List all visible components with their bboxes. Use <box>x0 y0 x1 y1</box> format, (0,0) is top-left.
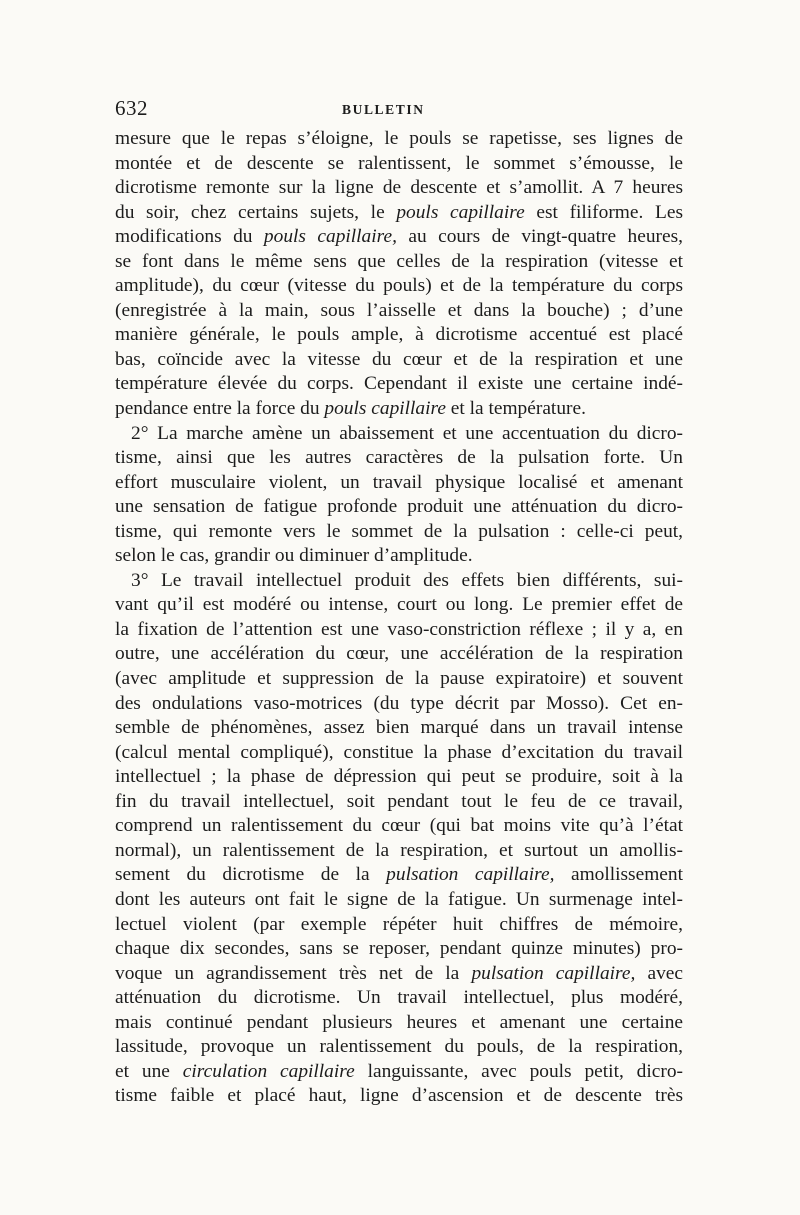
text-line: dont les auteurs ont fait le signe de la fatigue. Un surmenage intel- <box>115 888 683 910</box>
text-segment: et une <box>115 1060 183 1082</box>
text-line: manière générale, le pouls ample, à dicrotisme accentué est placé <box>115 324 683 346</box>
text-line: tisme faible et placé haut, ligne d’ascension et de descente très <box>115 1085 683 1107</box>
text-line: mais continué pendant plusieurs heures et amenant une certaine <box>115 1011 683 1033</box>
text-segment: est filiforme. Les <box>524 201 683 223</box>
text-line: 2° La marche amène un abaissement et une accentuation du dicro- <box>131 422 683 444</box>
text-line: se font dans le même sens que celles de la respiration (vitesse et <box>115 250 683 272</box>
text-segment: sement du dicrotisme de la <box>115 864 387 886</box>
text-line: température élevée du corps. Cependant il existe une certaine indé- <box>115 373 683 395</box>
text-line <box>115 1060 683 1085</box>
text-line: (calcul mental compliqué), constitue la phase d’excitation du travail <box>115 741 683 763</box>
text-line: une sensation de fatigue profonde produit une atténuation du dicro- <box>115 496 683 518</box>
text-line: bas, coïncide avec la vitesse du cœur et de la respiration et une <box>115 348 683 370</box>
text-line: (avec amplitude et suppression de la pause expiratoire) et souvent <box>115 668 683 690</box>
text-line: fin du travail intellectuel, soit pendant tout le feu de ce travail, <box>115 790 683 812</box>
italic-term: pouls capillaire <box>324 398 446 420</box>
running-title: BULLETIN <box>342 102 425 117</box>
text-line: vant qu’il est modéré ou intense, court ou long. Le premier effet de <box>115 594 683 616</box>
text-line <box>115 225 683 250</box>
text-line <box>115 863 683 888</box>
italic-term: pulsation capillaire, <box>386 864 555 886</box>
text-line: chaque dix secondes, sans se reposer, pendant quinze minutes) pro- <box>115 938 683 960</box>
page-header <box>115 96 683 124</box>
text-line: normal), un ralentissement de la respiration, et surtout un amollis- <box>115 839 683 861</box>
text-line: mesure que le repas s’éloigne, le pouls se rapetisse, ses lignes de <box>115 128 683 149</box>
text-line: comprend un ralentissement du cœur (qui bat moins vite qu’à l’état <box>115 815 683 837</box>
text-line: semble de phénomènes, assez bien marqué dans un travail intense <box>115 717 683 739</box>
text-line: montée et de descente se ralentissent, le sommet s’émousse, le <box>115 152 683 174</box>
text-line: selon le cas, grandir ou diminuer d’amplitude. <box>115 545 473 567</box>
text-line <box>115 962 683 987</box>
text-line: tisme, qui remonte vers le sommet de la pulsation : celle-ci peut, <box>115 520 683 542</box>
text-line <box>115 397 683 422</box>
text-line: effort musculaire violent, un travail physique localisé et amenant <box>115 471 683 493</box>
text-line <box>115 201 683 226</box>
page-number: 632 <box>115 96 148 120</box>
text-segment: du soir, chez certains sujets, le <box>115 201 397 223</box>
text-segment: et la température. <box>445 398 586 420</box>
body-text <box>115 127 683 1109</box>
text-segment: avec <box>635 962 683 984</box>
text-line: dicrotisme remonte sur la ligne de descente et s’amollit. A 7 heures <box>115 177 683 199</box>
italic-term: pouls capillaire <box>396 201 525 223</box>
text-line: tisme, ainsi que les autres caractères de la pulsation forte. Un <box>115 447 683 469</box>
text-segment: voque un agrandissement très net de la <box>115 962 472 984</box>
text-segment: languissante, avec pouls petit, dicro- <box>354 1060 683 1082</box>
text-segment: modifications du <box>115 226 264 248</box>
text-line: lassitude, provoque un ralentissement du pouls, de la respiration, <box>115 1036 683 1058</box>
text-line: lectuel violent (par exemple répéter huit chiffres de mémoire, <box>115 913 683 935</box>
text-segment: au cours de vingt-quatre heures, <box>396 226 683 248</box>
text-line: intellectuel ; la phase de dépression qui peut se produire, soit à la <box>115 766 683 788</box>
text-line: 3° Le travail intellectuel produit des effets bien différents, sui- <box>131 569 683 591</box>
text-line: la fixation de l’attention est une vaso-constriction réflexe ; il y a, en <box>115 618 683 640</box>
text-segment: pendance entre la force du <box>115 398 325 420</box>
italic-term: circulation capillaire <box>182 1060 355 1082</box>
italic-term: pouls capillaire, <box>263 226 397 248</box>
italic-term: pulsation capillaire, <box>471 962 636 984</box>
text-line: outre, une accélération du cœur, une accélération de la respiration <box>115 643 683 665</box>
text-line: des ondulations vaso-motrices (du type décrit par Mosso). Cet en- <box>115 692 683 714</box>
text-segment: amollissement <box>554 864 683 886</box>
text-line: (enregistrée à la main, sous l’aisselle et dans la bouche) ; d’une <box>115 299 683 321</box>
text-line: amplitude), du cœur (vitesse du pouls) et de la température du corps <box>115 275 683 297</box>
text-line: atténuation du dicrotisme. Un travail intellectuel, plus modéré, <box>115 987 683 1009</box>
